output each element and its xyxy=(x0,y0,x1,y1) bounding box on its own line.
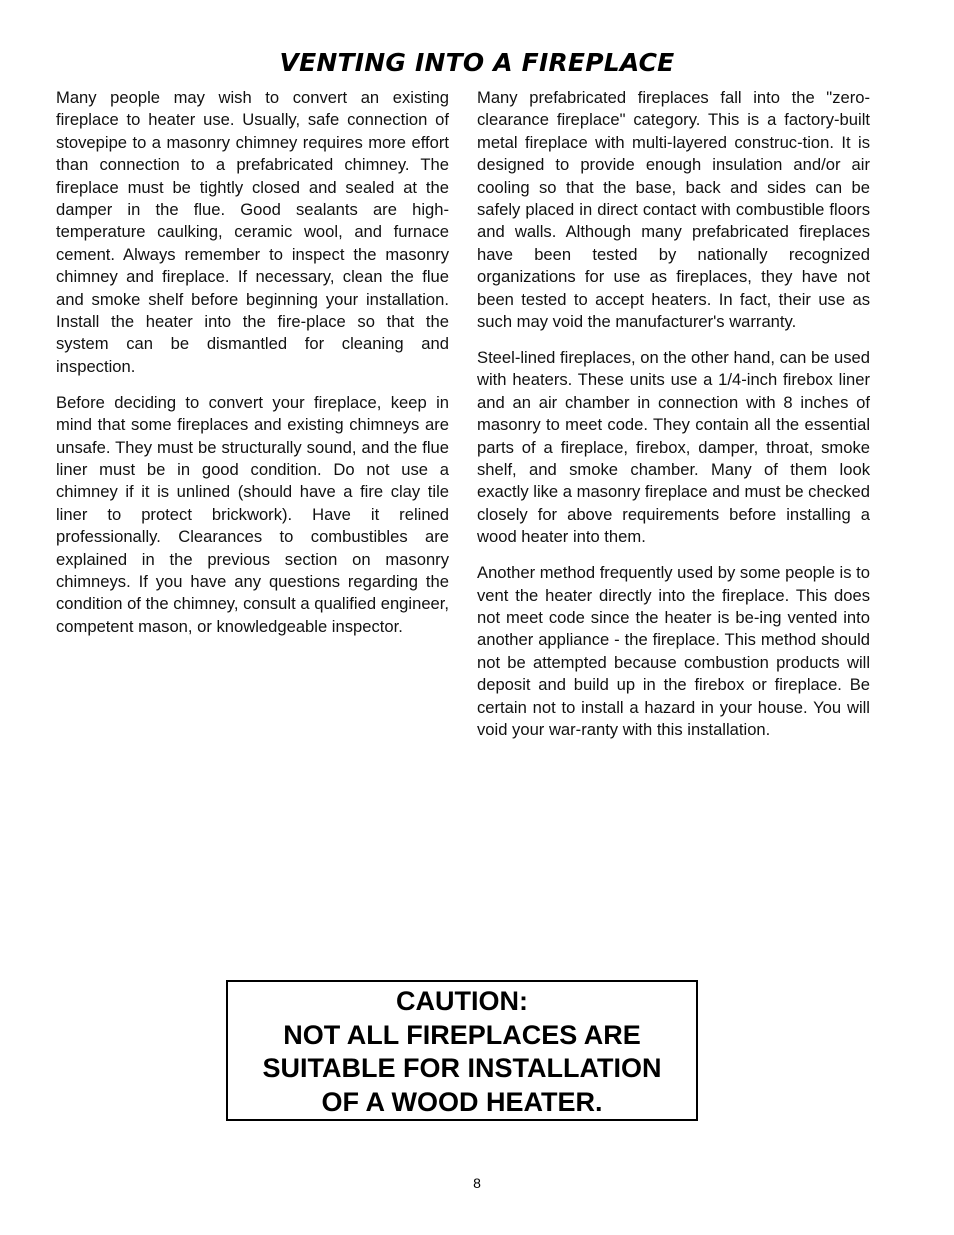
paragraph-converting-fireplace: Many people may wish to convert an existing fireplace to heater use. Usually, safe connection of stovepipe to a masonry chimney requires more effort than connection to a prefabricated chimney. The fireplace must be tightly closed and sealed at the damper in the flue. Good sealants are high-temperature caulking, ceramic wool, and furnace cement. Always remember to inspect the masonry chimney and fireplace. If necessary, clean the flue and smoke shelf before beginning your installation. Install the heater into the fire-place so that the system can be dismantled for cleaning and inspection. xyxy=(56,88,449,376)
left-column xyxy=(56,87,449,652)
caution-heading: CAUTION: xyxy=(396,986,528,1016)
page-title: VENTING INTO A FIREPLACE xyxy=(279,48,675,77)
paragraph-steel-lined-fireplaces: Steel-lined fireplaces, on the other hand, can be used with heaters. These units use a 1/4-inch firebox liner and an air chamber in connection with 8 inches of masonry to meet code. They contain all the essential parts of a fireplace, firebox, damper, throat, smoke shelf, and smoke chamber. Many of them look exactly like a masonry fireplace and must be checked closely for above requirements before installing a wood heater into them. xyxy=(477,347,870,547)
paragraph-venting-directly: Another method frequently used by some people is to vent the heater directly into the fireplace. This does not meet code since the heater is be-ing vented into another appliance - the fireplace. This method should not be attempted because combustion products will deposit and build up in the firebox or fireplace. Be certain not to install a hazard in your house. You will void your war-ranty with this installation. xyxy=(477,563,870,739)
page-number: 8 xyxy=(473,1175,481,1191)
paragraph-prefabricated-fireplaces: Many prefabricated fireplaces fall into the "zero-clearance fireplace" category. This is a factory-built metal fireplace with multi-layered construc-tion. It is designed to provide enough insulation and/or air cooling so that the base, back and sides can be safely placed in direct contact with combustible floors and walls. Although many prefabricated fireplaces have been tested by nationally recognized organizations for use as fireplaces, they have not been tested to accept heaters. In fact, their use as such may void the manufacturer's warranty. xyxy=(477,88,870,332)
caution-line: SUITABLE FOR INSTALLATION xyxy=(262,1053,662,1083)
right-column xyxy=(477,87,870,755)
caution-line: NOT ALL FIREPLACES ARE xyxy=(283,1019,641,1050)
caution-box xyxy=(226,980,698,1121)
paragraph-unsafe-chimneys: Before deciding to convert your fireplace, keep in mind that some fireplaces and existing chimneys are unsafe. They must be structurally sound, and the flue liner must be in good condition. Do not use a chimney if it is unlined (should have a fire clay tile liner to protect brickwork). Have it relined professionally. Clearances to combustibles are explained in the previous section on masonry chimneys. If you have any questions regarding the condition of the chimney, consult a qualified engineer, competent mason, or knowledgeable inspector. xyxy=(56,392,449,636)
caution-line: OF A WOOD HEATER. xyxy=(321,1086,603,1117)
